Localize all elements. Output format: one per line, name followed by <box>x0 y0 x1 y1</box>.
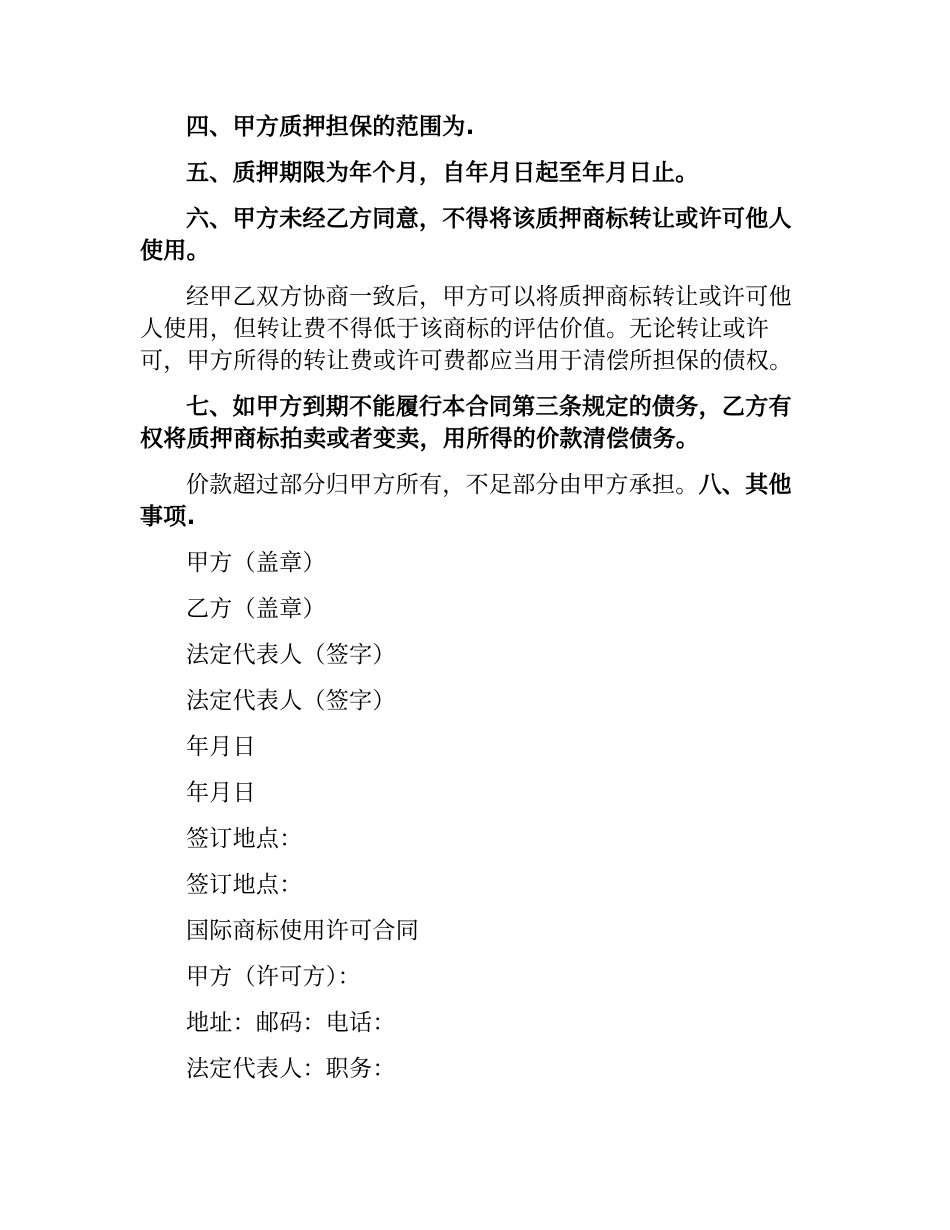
next-contract-representative: 法定代表人：职务： <box>186 1056 396 1082</box>
signature-line-party-a-seal: 甲方（盖章） <box>186 550 326 576</box>
section-7-paragraph <box>140 469 812 533</box>
section-7-paragraph-text: 价款超过部分归甲方所有，不足部分由甲方承担。 <box>186 472 699 498</box>
section-6-paragraph: 经甲乙双方协商一致后，甲方可以将质押商标转让或许可他人使用，但转让费不得低于该商标的评估价值。无论转让或许可，甲方所得的转让费或许可费都应当用于清偿所担保的债权。 <box>140 284 793 374</box>
signature-line-date-a: 年月日 <box>186 734 256 760</box>
next-contract-party-a: 甲方（许可方）： <box>186 964 361 990</box>
signature-line-rep-b: 法定代表人（签字） <box>186 688 396 714</box>
section-5-heading: 五、质押期限为年个月，自年月日起至年月日止。 <box>186 160 699 186</box>
signature-line-place-b: 签订地点： <box>186 872 303 898</box>
signature-line-date-b: 年月日 <box>186 780 256 806</box>
next-contract-address: 地址：邮码：电话： <box>186 1010 396 1036</box>
signature-line-place-a: 签订地点： <box>186 826 303 852</box>
document-body <box>140 111 812 1099</box>
signature-line-party-b-seal: 乙方（盖章） <box>186 596 326 622</box>
next-contract-title: 国际商标使用许可合同 <box>186 918 419 944</box>
signature-line-rep-a: 法定代表人（签字） <box>186 642 396 668</box>
section-6-heading: 六、甲方未经乙方同意，不得将该质押商标转让或许可他人使用。 <box>140 206 792 264</box>
section-4-heading: 四、甲方质押担保的范围为. <box>186 114 475 140</box>
section-8-heading: 八、其他事项. <box>140 472 792 530</box>
section-7-heading: 七、如甲方到期不能履行本合同第三条规定的债务，乙方有权将质押商标拍卖或者变卖，用所得的价款清偿债务。 <box>140 394 792 452</box>
